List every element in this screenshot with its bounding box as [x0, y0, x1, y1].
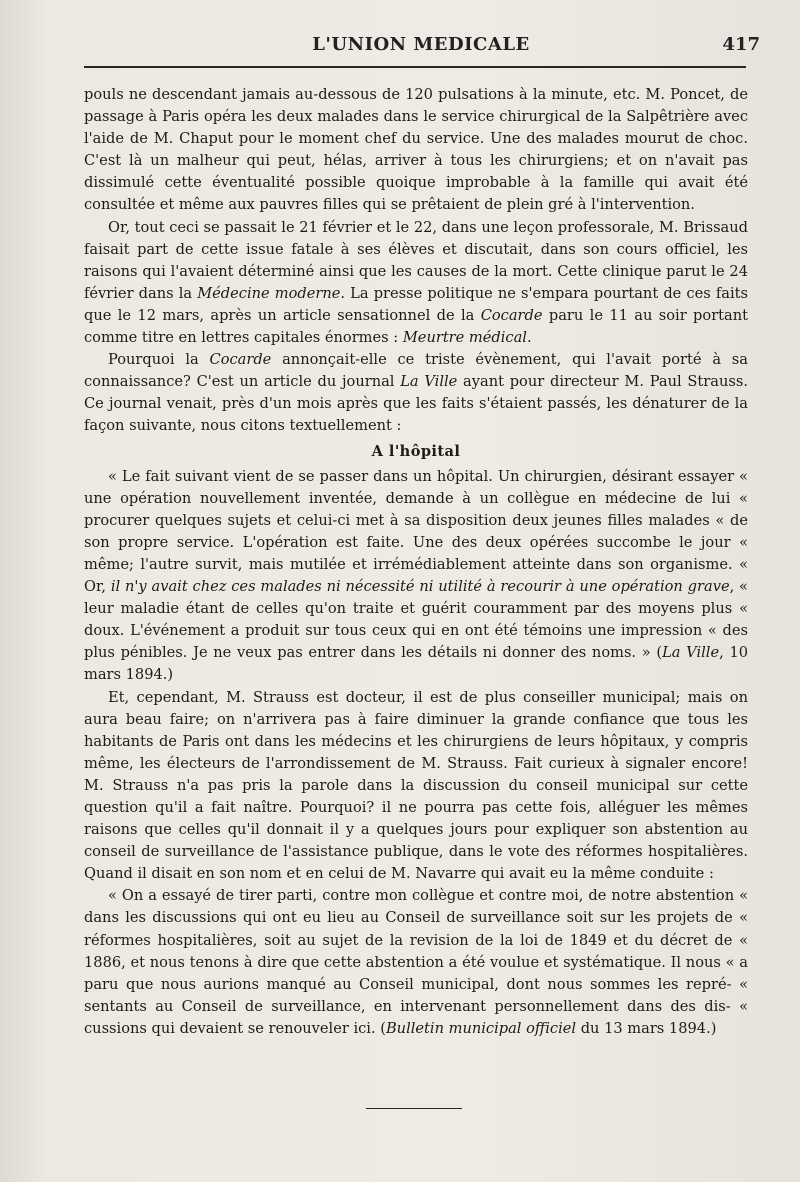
text-run: . La presse politique ne s'empara pourtant de ces faits que le 12 mars, après un article sensationnel de la [84, 284, 748, 324]
paragraph-or-tout-ceci [84, 217, 748, 350]
text-run: , 10 mars 1894.) [84, 644, 749, 684]
paragraph-et-cependant [84, 687, 748, 886]
section-heading: A l'hôpital [371, 442, 461, 460]
italic-run: il n'y avait chez ces malades ni nécessité ni utilité à recourir à une opération grave [110, 578, 730, 596]
end-rule [366, 1108, 462, 1109]
text-run: ayant pour directeur M. Paul Strauss. Ce journal venait, près d'un mois après que les faits s'étaient passés, les dénaturer de la façon suivante, nous citons textuellement : [84, 373, 748, 435]
paragraph-pourquoi-la-cocarde [84, 349, 748, 437]
text-run: . [526, 329, 532, 347]
journal-title: L'UNION MEDICALE [312, 34, 530, 55]
text-run: paru le 11 au soir portant comme titre en lettres capitales énormes : [84, 306, 748, 347]
italic-run: Cocarde [209, 351, 272, 369]
quote-la-ville [84, 466, 748, 687]
article-body [84, 84, 748, 1040]
running-header [82, 34, 760, 58]
text-run: Or, tout ceci se passait le 21 février et le 22, dans une leçon professorale, M. Brissaud faisait part de cette issue fatale à ses élèves et discutait, dans son cours officiel, les raisons qui l'avaient déterminé ainsi que les causes de la mort. Cette clinique parut le 24 février dans la [84, 218, 748, 302]
text-run: Et, cependant, M. Strauss est docteur, il est de plus conseiller municipal; mais on aura beau faire; on n'arrivera pas à faire diminuer la grande confiance que tous les habitants de Paris ont dans les médecins et les chirurgiens de leurs hôpitaux, y compris même, les électeurs de l'arrondissement de M. Strauss. Fait curieux à signaler encore! M. Strauss n'a pas pris la parole dans la discussion du conseil municipal sur cette question qu'il a fait naître. Pourquoi? il ne pourra pas cette fois, alléguer les mêmes raisons que celles qu'il donnait il y a quelques jours pour expliquer son abstention au conseil de surveillance de l'assistance publique, dans le vote des réformes hospitalières. Quand il disait en son nom et en celui de M. Navarre qui avait eu la même conduite : [84, 688, 748, 883]
text-run: « Le fait suivant vient de se passer dans un hôpital. Un chirurgien, désirant essayer « une opération nouvellement inventée, demande à un collègue en médecine de lui « procurer quelques sujets et celui-ci met à sa disposition deux jeunes filles malades « de son propre service. L'opération est faite. Une des deux opérées succombe le jour « même; l'autre survit, mais mutilée et irrémédiablement atteinte dans son organisme. « Or, [84, 467, 748, 596]
quote-bulletin-municipal [84, 885, 748, 1040]
paragraph-pouls [84, 84, 748, 217]
italic-run: Médecine moderne [197, 284, 341, 302]
text-run: « On a essayé de tirer parti, contre mon collègue et contre moi, de notre abstention « dans les discussions qui ont eu lieu au Conseil de surveillance soit sur les projets de « réformes hospitalières, soit au sujet de la revision de la loi de 1849 et du décret de « 1886, et nous tenons à dire que cette abstention a été voulue et systématique. Il nous « a paru que nous aurions manqué au Conseil municipal, dont nous sommes les repré- « sentants au Conseil de surveillance, en intervenant personnellement dans des dis- « cussions qui devaient se renouveler ici. ( [84, 887, 748, 1037]
italic-run: Meurtre médical [402, 329, 527, 347]
italic-run: Bulletin municipal officiel [385, 1019, 577, 1037]
italic-run: Cocarde [480, 306, 543, 324]
italic-run: La Ville [662, 644, 720, 662]
text-run: du 13 mars 1894.) [576, 1019, 717, 1037]
header-rule [84, 66, 746, 68]
page-number: 417 [722, 34, 760, 55]
text-run: , « leur maladie étant de celles qu'on traite et guérit couramment par des moyens plus « doux. L'événement a produit sur tous ceux qui en ont été témoins une impression « des plus pénibles. Je ne veux pas entrer dans les détails ni donner des noms. » ( [84, 578, 748, 662]
italic-run: La Ville [400, 373, 458, 391]
text-run: pouls ne descendant jamais au-dessous de 120 pulsations à la minute, etc. M. Poncet, de passage à Paris opéra les deux malades dans le service chirurgical de la Salpêtrière avec l'aide de M. Chaput pour le moment chef du service. Une des malades mourut de choc. C'est là un malheur qui peut, hélas, arriver à tous les chirurgiens; et on n'avait pas dissimulé cette éventualité possible quoique improbable à la famille qui avait été consultée et même aux pauvres filles qui se prêtaient de plein gré à l'intervention. [84, 86, 748, 214]
text-run: Pourquoi la [108, 351, 210, 369]
text-run: annonçait-elle ce triste évènement, qui l'avait porté à sa connaissance? C'est un article du journal [84, 351, 748, 391]
